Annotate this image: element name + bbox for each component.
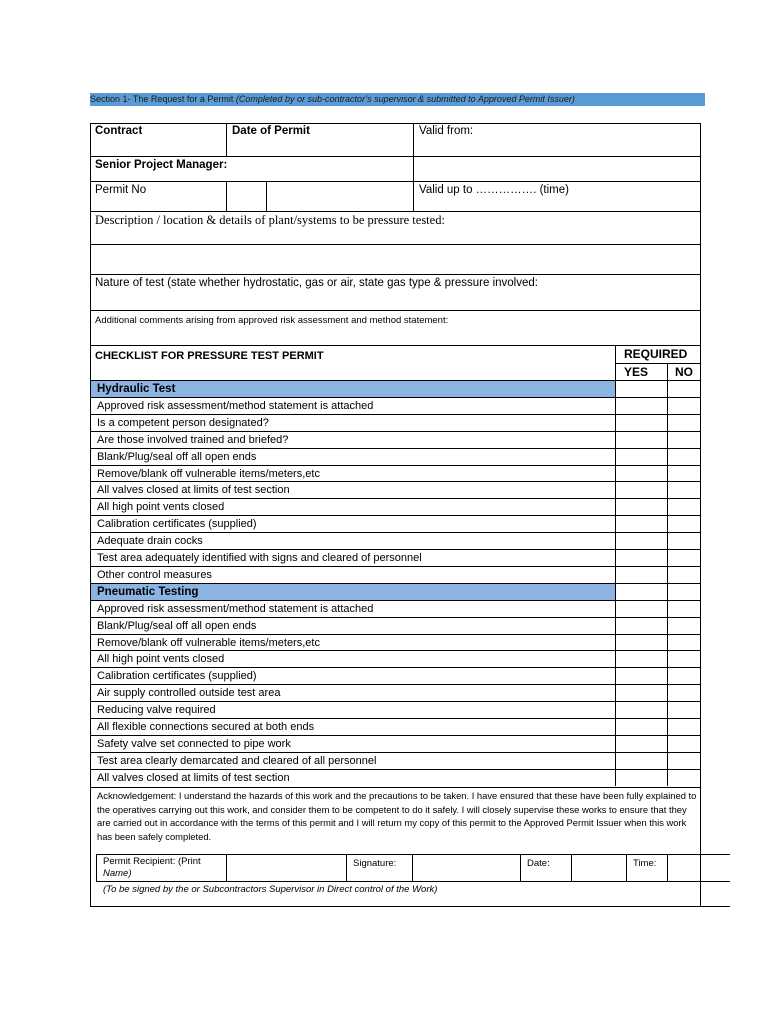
no-checkbox-cell[interactable]: [667, 600, 700, 617]
yes-checkbox-cell[interactable]: [615, 617, 667, 634]
hydraulic-item: Other control measures: [91, 566, 615, 583]
no-checkbox-cell[interactable]: [667, 718, 700, 735]
no-checkbox-cell[interactable]: [667, 549, 700, 566]
no-checkbox-cell[interactable]: [667, 566, 700, 583]
yes-checkbox-cell[interactable]: [615, 380, 667, 397]
pneumatic-heading: Pneumatic Testing: [91, 583, 615, 600]
pneumatic-item: Test area clearly demarcated and cleared of all personnel: [91, 752, 615, 769]
yes-checkbox-cell[interactable]: [615, 532, 667, 549]
permit-recipient-label: [97, 855, 225, 881]
yes-checkbox-cell[interactable]: [615, 769, 667, 786]
section-note: (Completed by or sub-contractor’s supervisor & submitted to Approved Permit Issuer): [235, 94, 575, 104]
date-field[interactable]: [571, 855, 626, 881]
pneumatic-item: Approved risk assessment/method statement is attached: [91, 600, 615, 617]
no-checkbox-cell[interactable]: [667, 667, 700, 684]
acknowledgement-text: Acknowledgement: I understand the hazards of this work and the precautions to be taken. I have ensured that these have been fully explained to the operatives carrying out this work, and consider them to be competent to do it safely. I will closely supervise these works to ensure that they are carried out in accordance with the terms of this permit and I will return my copy of this permit to the Approved Permit Issuer when this work has been safely completed.: [97, 790, 697, 842]
no-checkbox-cell[interactable]: [667, 735, 700, 752]
yes-checkbox-cell[interactable]: [615, 414, 667, 431]
yes-header: YES: [615, 363, 667, 380]
yes-checkbox-cell[interactable]: [615, 650, 667, 667]
senior-pm-value[interactable]: [413, 156, 700, 181]
yes-checkbox-cell[interactable]: [615, 431, 667, 448]
yes-checkbox-cell[interactable]: [615, 701, 667, 718]
checklist-title: CHECKLIST FOR PRESSURE TEST PERMIT: [90, 345, 615, 380]
yes-checkbox-cell[interactable]: [615, 481, 667, 498]
signoff-bottom-stub: [700, 906, 730, 907]
date-of-permit-label: Date of Permit: [226, 123, 413, 156]
signature-field[interactable]: [412, 855, 520, 881]
valid-up-to-label: Valid up to ……………. (time): [413, 181, 700, 211]
additional-comments-label: Additional comments arising from approved risk assessment and method statement:: [90, 310, 700, 345]
senior-pm-label: Senior Project Manager:: [90, 156, 413, 181]
permit-no-box-1[interactable]: [226, 181, 266, 211]
description-label: Description / location & details of plant/systems to be pressure tested:: [90, 211, 700, 244]
nature-of-test-label: Nature of test (state whether hydrostatic, gas or air, state gas type & pressure involved:: [90, 274, 700, 310]
yes-checkbox-cell[interactable]: [615, 684, 667, 701]
permit-no-box-2[interactable]: [266, 181, 413, 211]
hydraulic-item: Adequate drain cocks: [91, 532, 615, 549]
no-checkbox-cell[interactable]: [667, 532, 700, 549]
time-label: Time:: [626, 855, 667, 881]
hydraulic-item: All valves closed at limits of test section: [91, 481, 615, 498]
no-checkbox-cell[interactable]: [667, 448, 700, 465]
hydraulic-item: Blank/Plug/seal off all open ends: [91, 448, 615, 465]
yes-checkbox-cell[interactable]: [615, 448, 667, 465]
valid-from-label: Valid from:: [413, 123, 700, 156]
yes-checkbox-cell[interactable]: [615, 634, 667, 650]
frame-right: [700, 123, 701, 854]
yes-checkbox-cell[interactable]: [615, 465, 667, 481]
signoff-footnote: (To be signed by the or Subcontractors Supervisor in Direct control of the Work): [103, 884, 438, 895]
yes-checkbox-cell[interactable]: [615, 498, 667, 515]
time-field[interactable]: [667, 855, 700, 881]
hydraulic-item: Calibration certificates (supplied): [91, 515, 615, 532]
no-checkbox-cell[interactable]: [667, 634, 700, 650]
hydraulic-heading: Hydraulic Test: [91, 380, 615, 397]
section-label: Section 1- The Request for a Permit: [90, 94, 234, 104]
hydraulic-item: Approved risk assessment/method statement is attached: [91, 397, 615, 414]
no-checkbox-cell[interactable]: [667, 617, 700, 634]
yes-checkbox-cell[interactable]: [615, 735, 667, 752]
no-checkbox-cell[interactable]: [667, 684, 700, 701]
yes-checkbox-cell[interactable]: [615, 718, 667, 735]
recipient-name-field[interactable]: [226, 855, 346, 881]
yes-checkbox-cell[interactable]: [615, 515, 667, 532]
description-value[interactable]: [90, 244, 700, 274]
hydraulic-item: Remove/blank off vulnerable items/meters,etc: [91, 465, 615, 481]
yes-checkbox-cell[interactable]: [615, 566, 667, 583]
no-checkbox-cell[interactable]: [667, 650, 700, 667]
yes-checkbox-cell[interactable]: [615, 397, 667, 414]
no-checkbox-cell[interactable]: [667, 701, 700, 718]
pneumatic-item: Calibration certificates (supplied): [91, 667, 615, 684]
frame-bottom: [90, 906, 700, 907]
yes-checkbox-cell[interactable]: [615, 752, 667, 769]
pneumatic-item: Remove/blank off vulnerable items/meters,etc: [91, 634, 615, 650]
yes-checkbox-cell[interactable]: [615, 583, 667, 600]
hydraulic-item: Test area adequately identified with signs and cleared of personnel: [91, 549, 615, 566]
pneumatic-item: All flexible connections secured at both ends: [91, 718, 615, 735]
pneumatic-item: Safety valve set connected to pipe work: [91, 735, 615, 752]
no-checkbox-cell[interactable]: [667, 752, 700, 769]
hydraulic-item: Is a competent person designated?: [91, 414, 615, 431]
hydraulic-item: All high point vents closed: [91, 498, 615, 515]
pneumatic-item: All high point vents closed: [91, 650, 615, 667]
no-checkbox-cell[interactable]: [667, 380, 700, 397]
contract-label: Contract: [95, 125, 143, 137]
no-checkbox-cell[interactable]: [667, 397, 700, 414]
no-header: NO: [667, 363, 700, 380]
no-checkbox-cell[interactable]: [667, 481, 700, 498]
no-checkbox-cell[interactable]: [667, 583, 700, 600]
no-checkbox-cell[interactable]: [667, 465, 700, 481]
no-checkbox-cell[interactable]: [667, 498, 700, 515]
no-checkbox-cell[interactable]: [667, 515, 700, 532]
yes-checkbox-cell[interactable]: [615, 600, 667, 617]
section-header-bar: [90, 93, 705, 106]
no-checkbox-cell[interactable]: [667, 769, 700, 786]
yes-checkbox-cell[interactable]: [615, 549, 667, 566]
permit-recipient-label-line2: Name): [103, 868, 132, 879]
permit-recipient-label-line1: Permit Recipient: (Print: [103, 856, 201, 867]
no-checkbox-cell[interactable]: [667, 414, 700, 431]
pneumatic-item: Air supply controlled outside test area: [91, 684, 615, 701]
yes-checkbox-cell[interactable]: [615, 667, 667, 684]
permit-no-label: Permit No: [90, 181, 226, 211]
acknowledgement-top-rule: [90, 787, 700, 788]
date-label: Date:: [520, 855, 571, 881]
pneumatic-item: All valves closed at limits of test section: [91, 769, 615, 786]
hydraulic-item: Are those involved trained and briefed?: [91, 431, 615, 448]
pneumatic-item: Reducing valve required: [91, 701, 615, 718]
pneumatic-item: Blank/Plug/seal off all open ends: [91, 617, 615, 634]
required-header: REQUIRED: [615, 345, 700, 363]
signoff-right-rule: [700, 854, 701, 906]
signature-label: Signature:: [346, 855, 412, 881]
no-checkbox-cell[interactable]: [667, 431, 700, 448]
